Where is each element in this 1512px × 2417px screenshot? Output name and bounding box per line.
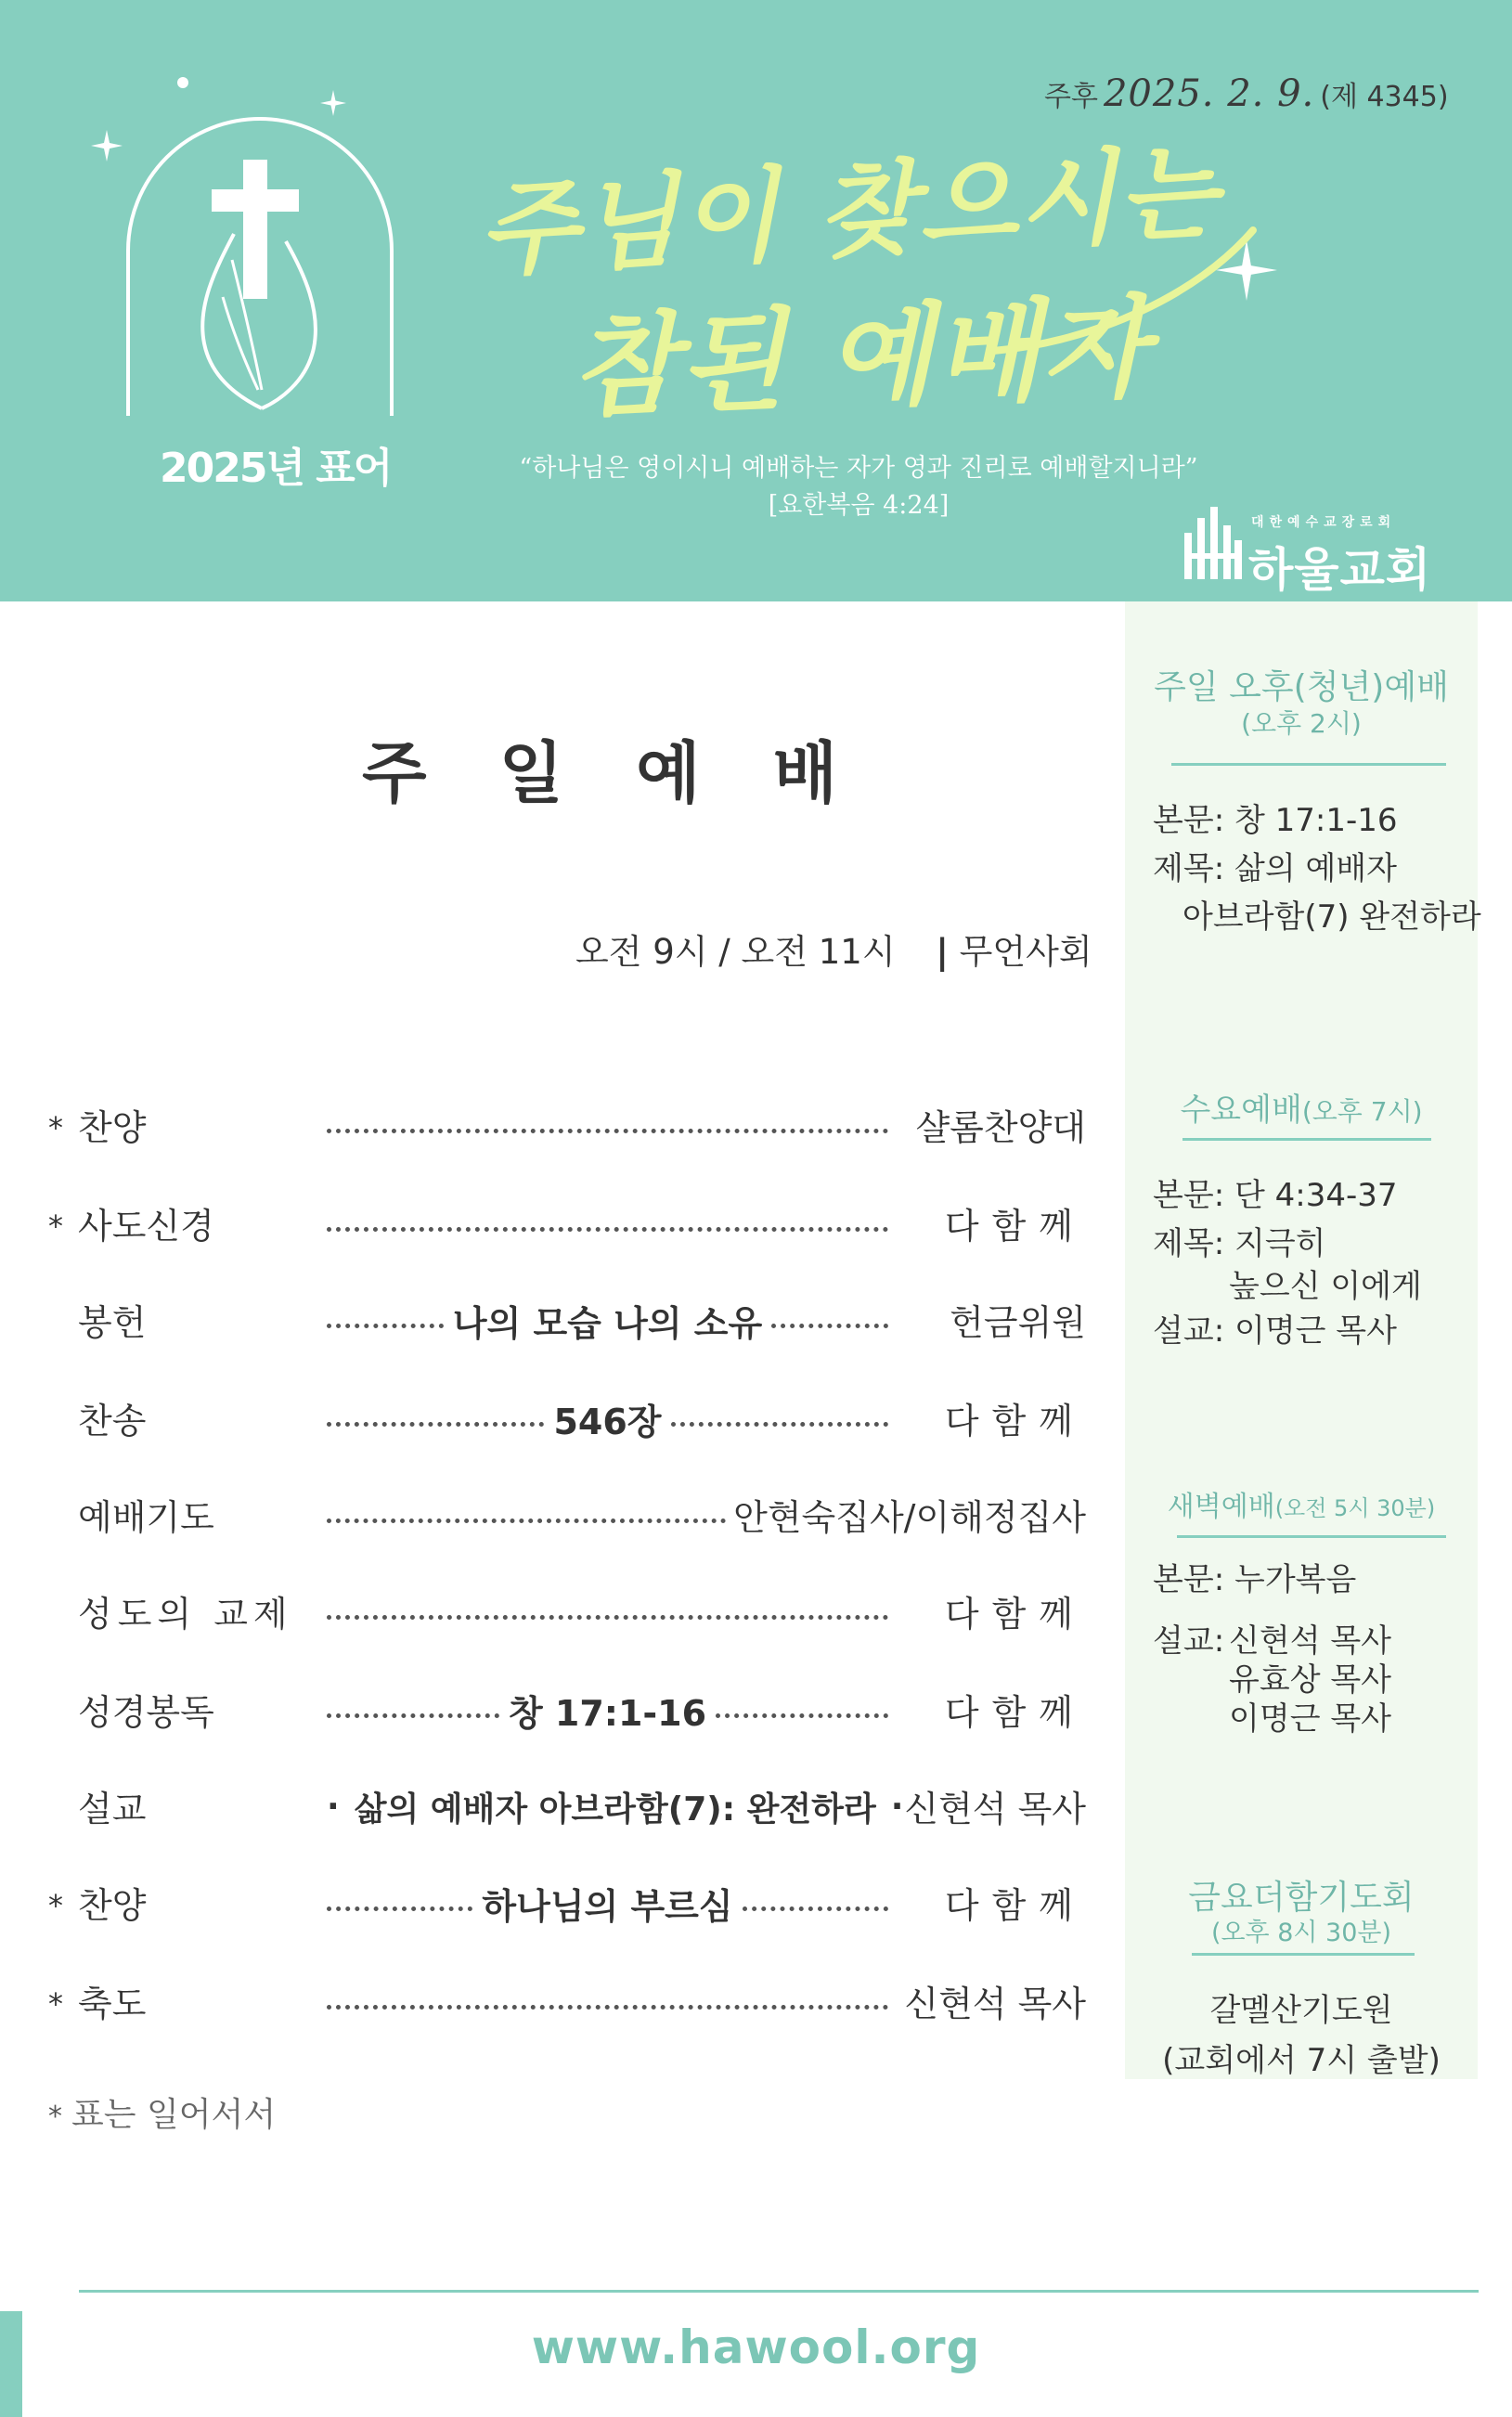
leader-dot: · <box>327 1787 340 1826</box>
motto-verse-reference: [요한복음 4:24] <box>768 491 950 520</box>
order-label: 찬양 <box>78 1885 147 1926</box>
order-detail <box>327 1099 898 1151</box>
dawn-service-heading <box>1125 1483 1478 1524</box>
dawn-service-time: (오전 5시 30분) <box>1274 1495 1436 1521</box>
service-title: 주일예배 <box>362 734 911 812</box>
order-leader: 신현석 목사 <box>904 1984 1086 2024</box>
sidebar-other-services <box>1125 601 1481 2079</box>
friday-departure: (교회에서 7시 출발) <box>1162 2042 1441 2079</box>
leader-dots <box>327 1615 888 1620</box>
dot-icon <box>176 76 189 89</box>
host-divider: | <box>936 932 949 972</box>
order-leader: 샬롬찬양대 <box>915 1107 1086 1148</box>
friday-service-title: 금요더함기도회 <box>1188 1879 1415 1917</box>
section-divider <box>1177 1535 1446 1538</box>
text-value: 창 17:1-16 <box>1234 802 1398 839</box>
date-value: 2025. 2. 9. <box>1103 72 1315 115</box>
text-label: 본문: <box>1153 1561 1225 1598</box>
text-value: 누가복음 <box>1234 1561 1357 1598</box>
subject-value: 지극히 <box>1234 1225 1326 1262</box>
wednesday-service-title: 수요예배 <box>1180 1092 1302 1129</box>
dawn-service-title: 새벽예배 <box>1167 1491 1275 1523</box>
leader-dots <box>671 1422 888 1427</box>
dawn-preacher: 이명근 목사 <box>1229 1700 1392 1738</box>
text-label: 본문: <box>1153 802 1225 839</box>
friday-service-time: (오후 8시 30분) <box>1210 1919 1392 1947</box>
order-leader: 다함께 <box>944 1692 1086 1733</box>
order-detail-text: 삶의 예배자 아브라함(7): 완전하라 <box>354 1790 876 1829</box>
praying-hands-cross-icon <box>123 111 397 418</box>
leader-dots <box>743 1906 888 1911</box>
order-detail <box>327 1684 898 1736</box>
leader-dots <box>327 1227 888 1232</box>
order-detail <box>327 1975 898 2027</box>
year-motto-label: 2025년 표어 <box>160 445 392 492</box>
afternoon-text <box>1153 795 1398 840</box>
wednesday-preacher <box>1153 1305 1397 1351</box>
standing-note-text: 표는 일어서서 <box>71 2096 277 2134</box>
church-name: 하울교회 <box>1248 543 1432 597</box>
motto-line-2: 참된 예배자 <box>569 282 1152 432</box>
order-row <box>0 1780 1114 1836</box>
standing-note <box>48 2088 276 2136</box>
order-row <box>0 1197 1114 1253</box>
order-label: 찬송 <box>78 1401 147 1441</box>
order-row <box>0 1489 1114 1545</box>
motto-swash-decoration <box>984 212 1262 360</box>
order-detail <box>327 1489 735 1541</box>
order-label: 성도의 교제 <box>78 1594 293 1635</box>
order-label: 설교 <box>78 1789 147 1829</box>
order-detail <box>327 1197 898 1249</box>
order-label: 봉헌 <box>78 1302 147 1343</box>
preacher-value: 이명근 목사 <box>1234 1312 1397 1350</box>
afternoon-subject <box>1153 843 1397 888</box>
leader-dots <box>327 1422 544 1427</box>
subject-value: 삶의 예배자 <box>1234 850 1397 887</box>
website-link[interactable]: www.hawool.org <box>531 2320 981 2374</box>
subject-label: 제목: <box>1153 1225 1225 1262</box>
order-row <box>0 1684 1114 1739</box>
order-leader: 다함께 <box>944 1401 1086 1441</box>
leader-dots <box>327 1324 444 1328</box>
wednesday-service-time: (오후 7시) <box>1301 1096 1423 1127</box>
order-detail-text: 나의 모습 나의 소유 <box>452 1302 763 1344</box>
text-label: 본문: <box>1153 1177 1225 1214</box>
leader-dots <box>771 1324 888 1328</box>
subject-label: 제목: <box>1153 850 1225 887</box>
order-leader: 다함께 <box>944 1885 1086 1926</box>
stand-marker: * <box>48 1208 63 1244</box>
denomination-label: 대한예수교장로회 <box>1251 515 1397 530</box>
leader-dots <box>327 1906 472 1911</box>
section-divider <box>1171 763 1446 766</box>
order-detail <box>327 1585 898 1637</box>
leader-dots <box>327 1129 888 1133</box>
dawn-text <box>1153 1554 1356 1599</box>
order-detail <box>327 1392 898 1444</box>
order-row <box>0 1877 1114 1932</box>
section-divider <box>1192 1953 1415 1956</box>
order-leader: 다함께 <box>944 1594 1086 1635</box>
leader-dot: · <box>890 1787 904 1826</box>
section-divider <box>1182 1138 1431 1141</box>
leader-dots <box>327 1713 499 1718</box>
text-value: 단 4:34-37 <box>1234 1177 1398 1214</box>
service-host: 무언사회 <box>959 932 1092 972</box>
dawn-preacher: 유효상 목사 <box>1229 1661 1392 1699</box>
order-leader: 신현석 목사 <box>904 1789 1086 1829</box>
friday-place: 갈멜산기도원 <box>1209 1992 1393 2029</box>
order-detail <box>327 1877 898 1929</box>
order-detail-text: 창 17:1-16 <box>508 1692 707 1734</box>
leader-dots <box>716 1713 888 1718</box>
afternoon-service-time: (오후 2시) <box>1241 708 1362 739</box>
stand-marker: * <box>48 1888 63 1923</box>
wednesday-subject-line2: 높으신 이에게 <box>1229 1268 1422 1305</box>
wednesday-subject <box>1153 1218 1326 1263</box>
order-leader: 다함께 <box>944 1206 1086 1247</box>
motto-line-1: 주님이 찾으시는 <box>475 132 1222 291</box>
order-row <box>0 1975 1114 2031</box>
order-leader: 안현숙집사/이해정집사 <box>733 1497 1086 1538</box>
preacher-label: 설교: <box>1153 1312 1225 1350</box>
order-row <box>0 1585 1114 1641</box>
church-logo-icon <box>1181 507 1246 581</box>
leader-dots <box>327 1519 726 1523</box>
footer-divider <box>79 2290 1479 2293</box>
order-label: 찬양 <box>78 1107 147 1148</box>
dawn-preacher-label: 설교: <box>1153 1622 1225 1660</box>
sparkle-icon <box>91 130 123 162</box>
leader-dots <box>327 2005 888 2010</box>
service-times <box>575 924 1092 974</box>
order-leader: 헌금위원 <box>950 1302 1086 1343</box>
stand-marker: * <box>48 1110 63 1145</box>
wednesday-text <box>1153 1170 1398 1215</box>
issue-number: (제 4345) <box>1320 81 1449 113</box>
order-detail-text: 하나님의 부르심 <box>482 1885 733 1927</box>
wednesday-service-heading <box>1125 1084 1478 1130</box>
order-row <box>0 1294 1114 1350</box>
motto-verse: “하나님은 영이시니 예배하는 자가 영과 진리로 예배할지니라” <box>519 454 1198 483</box>
order-detail <box>327 1294 898 1346</box>
order-detail-text: 546장 <box>553 1401 662 1442</box>
header-banner <box>0 0 1512 601</box>
order-row <box>0 1099 1114 1155</box>
order-row <box>0 1392 1114 1448</box>
order-label: 성경봉독 <box>78 1692 214 1733</box>
issue-date <box>1044 72 1449 115</box>
order-label: 사도신경 <box>78 1206 214 1247</box>
order-label: 예배기도 <box>78 1497 214 1538</box>
stand-marker: * <box>48 1986 63 2022</box>
order-detail <box>327 1780 904 1832</box>
service-times-text: 오전 9시 / 오전 11시 <box>575 932 896 972</box>
afternoon-subject-line2: 아브라함(7) 완전하라 <box>1182 898 1481 936</box>
stand-marker: * <box>48 2100 62 2133</box>
order-label: 축도 <box>78 1984 147 2024</box>
dawn-preacher: 신현석 목사 <box>1229 1622 1392 1660</box>
afternoon-service-title: 주일 오후(청년)예배 <box>1154 668 1449 706</box>
date-prefix: 주후 <box>1044 81 1098 113</box>
